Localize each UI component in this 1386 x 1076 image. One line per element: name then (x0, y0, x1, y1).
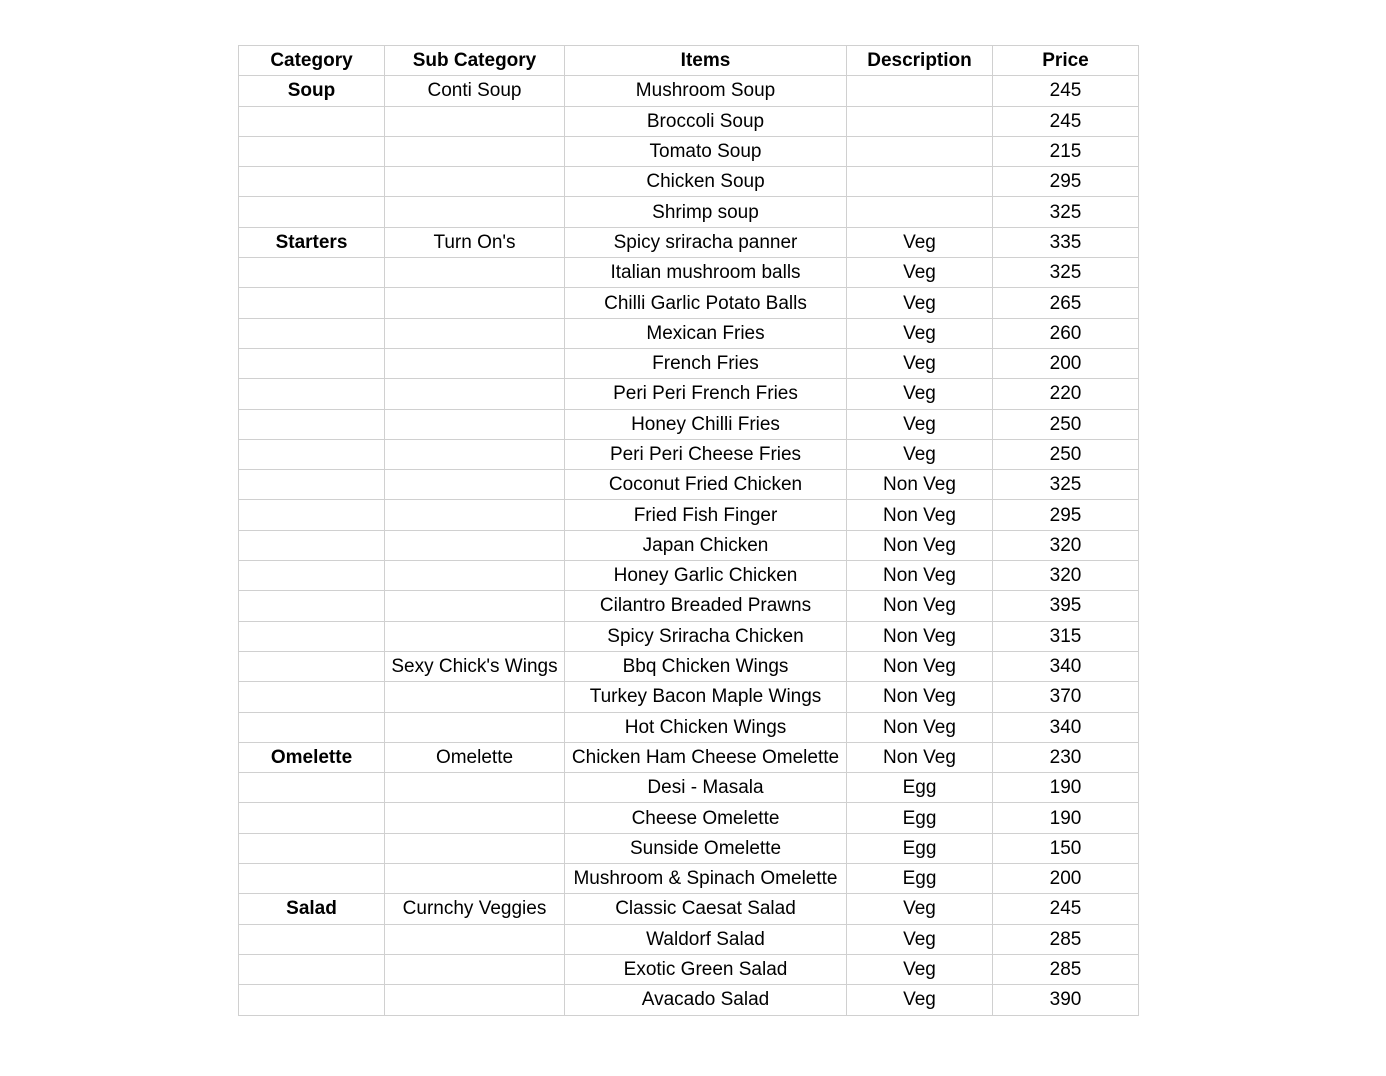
table-row (239, 924, 1139, 954)
price-cell: 200 (993, 864, 1139, 894)
sub-category-cell: Curnchy Veggies (385, 894, 565, 924)
price-cell: 190 (993, 773, 1139, 803)
item-cell: Coconut Fried Chicken (565, 470, 847, 500)
item-cell: Italian mushroom balls (565, 258, 847, 288)
sub-category-cell (385, 803, 565, 833)
description-cell: Veg (847, 924, 993, 954)
column-header-category: Category (239, 46, 385, 76)
description-cell: Veg (847, 954, 993, 984)
sub-category-cell (385, 167, 565, 197)
sub-category-cell: Sexy Chick's Wings (385, 651, 565, 681)
description-cell (847, 197, 993, 227)
category-cell (239, 288, 385, 318)
price-cell: 340 (993, 651, 1139, 681)
table-row (239, 773, 1139, 803)
category-cell (239, 864, 385, 894)
category-cell (239, 439, 385, 469)
sub-category-cell: Turn On's (385, 227, 565, 257)
description-cell: Veg (847, 379, 993, 409)
category-cell (239, 348, 385, 378)
sub-category-cell (385, 773, 565, 803)
sub-category-cell: Conti Soup (385, 76, 565, 106)
description-cell: Non Veg (847, 561, 993, 591)
item-cell: Broccoli Soup (565, 106, 847, 136)
description-cell: Non Veg (847, 591, 993, 621)
sub-category-cell (385, 258, 565, 288)
description-cell: Egg (847, 833, 993, 863)
table-row (239, 288, 1139, 318)
table-row (239, 561, 1139, 591)
sub-category-cell (385, 682, 565, 712)
item-cell: Mexican Fries (565, 318, 847, 348)
item-cell: Spicy Sriracha Chicken (565, 621, 847, 651)
table-row (239, 712, 1139, 742)
header-row (239, 46, 1139, 76)
sub-category-cell (385, 197, 565, 227)
sub-category-cell (385, 864, 565, 894)
category-cell (239, 833, 385, 863)
item-cell: Honey Garlic Chicken (565, 561, 847, 591)
sub-category-cell (385, 833, 565, 863)
sub-category-cell (385, 591, 565, 621)
table-header (239, 46, 1139, 76)
table-row (239, 985, 1139, 1015)
table-row (239, 500, 1139, 530)
category-cell (239, 651, 385, 681)
category-cell (239, 561, 385, 591)
price-cell: 265 (993, 288, 1139, 318)
sub-category-cell (385, 712, 565, 742)
description-cell: Veg (847, 227, 993, 257)
sub-category-cell (385, 379, 565, 409)
table-row (239, 591, 1139, 621)
description-cell: Non Veg (847, 742, 993, 772)
description-cell (847, 76, 993, 106)
table-row (239, 530, 1139, 560)
description-cell: Veg (847, 318, 993, 348)
price-cell: 325 (993, 197, 1139, 227)
price-cell: 230 (993, 742, 1139, 772)
table-row (239, 621, 1139, 651)
column-header-item: Items (565, 46, 847, 76)
item-cell: Shrimp soup (565, 197, 847, 227)
sub-category-cell (385, 470, 565, 500)
table-row (239, 136, 1139, 166)
sub-category-cell (385, 954, 565, 984)
price-cell: 340 (993, 712, 1139, 742)
sub-category-cell: Omelette (385, 742, 565, 772)
category-cell (239, 470, 385, 500)
price-cell: 325 (993, 258, 1139, 288)
description-cell: Non Veg (847, 500, 993, 530)
category-cell (239, 106, 385, 136)
sub-category-cell (385, 106, 565, 136)
price-cell: 370 (993, 682, 1139, 712)
table-row (239, 803, 1139, 833)
sub-category-cell (385, 530, 565, 560)
sub-category-cell (385, 136, 565, 166)
sub-category-cell (385, 439, 565, 469)
item-cell: Cilantro Breaded Prawns (565, 591, 847, 621)
category-cell (239, 773, 385, 803)
table-row (239, 833, 1139, 863)
item-cell: Hot Chicken Wings (565, 712, 847, 742)
table-row (239, 864, 1139, 894)
table-row (239, 742, 1139, 772)
category-cell (239, 591, 385, 621)
sub-category-cell (385, 621, 565, 651)
price-cell: 285 (993, 924, 1139, 954)
table-row (239, 379, 1139, 409)
description-cell: Veg (847, 288, 993, 318)
sub-category-cell (385, 348, 565, 378)
item-cell: Bbq Chicken Wings (565, 651, 847, 681)
sub-category-cell (385, 924, 565, 954)
description-cell: Veg (847, 894, 993, 924)
item-cell: Exotic Green Salad (565, 954, 847, 984)
item-cell: Waldorf Salad (565, 924, 847, 954)
table-body (239, 76, 1139, 1015)
category-cell: Omelette (239, 742, 385, 772)
category-cell (239, 682, 385, 712)
description-cell: Non Veg (847, 712, 993, 742)
item-cell: Honey Chilli Fries (565, 409, 847, 439)
category-cell (239, 136, 385, 166)
item-cell: Classic Caesat Salad (565, 894, 847, 924)
price-cell: 250 (993, 409, 1139, 439)
price-cell: 390 (993, 985, 1139, 1015)
sub-category-cell (385, 288, 565, 318)
description-cell: Veg (847, 258, 993, 288)
item-cell: Tomato Soup (565, 136, 847, 166)
item-cell: Sunside Omelette (565, 833, 847, 863)
column-header-sub-category: Sub Category (385, 46, 565, 76)
price-cell: 150 (993, 833, 1139, 863)
table-row (239, 894, 1139, 924)
item-cell: Fried Fish Finger (565, 500, 847, 530)
category-cell (239, 924, 385, 954)
description-cell: Egg (847, 864, 993, 894)
sub-category-cell (385, 561, 565, 591)
price-cell: 190 (993, 803, 1139, 833)
category-cell (239, 530, 385, 560)
description-cell: Egg (847, 773, 993, 803)
price-cell: 245 (993, 894, 1139, 924)
item-cell: Mushroom & Spinach Omelette (565, 864, 847, 894)
item-cell: Peri Peri French Fries (565, 379, 847, 409)
price-cell: 245 (993, 76, 1139, 106)
table-row (239, 439, 1139, 469)
sub-category-cell (385, 318, 565, 348)
price-cell: 220 (993, 379, 1139, 409)
price-cell: 250 (993, 439, 1139, 469)
description-cell: Veg (847, 985, 993, 1015)
price-cell: 245 (993, 106, 1139, 136)
price-cell: 295 (993, 167, 1139, 197)
item-cell: Turkey Bacon Maple Wings (565, 682, 847, 712)
category-cell: Soup (239, 76, 385, 106)
description-cell (847, 106, 993, 136)
item-cell: Japan Chicken (565, 530, 847, 560)
category-cell (239, 712, 385, 742)
item-cell: Mushroom Soup (565, 76, 847, 106)
description-cell: Egg (847, 803, 993, 833)
category-cell (239, 379, 385, 409)
table-row (239, 651, 1139, 681)
category-cell (239, 318, 385, 348)
description-cell: Non Veg (847, 470, 993, 500)
category-cell (239, 197, 385, 227)
price-cell: 315 (993, 621, 1139, 651)
category-cell: Starters (239, 227, 385, 257)
table-row (239, 954, 1139, 984)
item-cell: Desi - Masala (565, 773, 847, 803)
item-cell: Cheese Omelette (565, 803, 847, 833)
description-cell: Veg (847, 439, 993, 469)
item-cell: Avacado Salad (565, 985, 847, 1015)
price-cell: 325 (993, 470, 1139, 500)
sub-category-cell (385, 500, 565, 530)
category-cell (239, 409, 385, 439)
description-cell: Veg (847, 409, 993, 439)
price-cell: 285 (993, 954, 1139, 984)
table-row (239, 76, 1139, 106)
column-header-description: Description (847, 46, 993, 76)
table-row (239, 682, 1139, 712)
description-cell: Veg (847, 348, 993, 378)
price-cell: 295 (993, 500, 1139, 530)
table-row (239, 318, 1139, 348)
category-cell: Salad (239, 894, 385, 924)
price-cell: 200 (993, 348, 1139, 378)
column-header-price: Price (993, 46, 1139, 76)
sub-category-cell (385, 409, 565, 439)
item-cell: French Fries (565, 348, 847, 378)
menu-table (238, 45, 1139, 1016)
category-cell (239, 167, 385, 197)
price-cell: 320 (993, 530, 1139, 560)
table-row (239, 167, 1139, 197)
item-cell: Chicken Ham Cheese Omelette (565, 742, 847, 772)
table-row (239, 227, 1139, 257)
price-cell: 335 (993, 227, 1139, 257)
description-cell: Non Veg (847, 530, 993, 560)
table-row (239, 409, 1139, 439)
item-cell: Chicken Soup (565, 167, 847, 197)
table-row (239, 470, 1139, 500)
table-row (239, 348, 1139, 378)
category-cell (239, 985, 385, 1015)
price-cell: 260 (993, 318, 1139, 348)
description-cell (847, 136, 993, 166)
table-row (239, 197, 1139, 227)
category-cell (239, 258, 385, 288)
description-cell: Non Veg (847, 621, 993, 651)
price-cell: 395 (993, 591, 1139, 621)
price-cell: 320 (993, 561, 1139, 591)
table-row (239, 258, 1139, 288)
sub-category-cell (385, 985, 565, 1015)
category-cell (239, 621, 385, 651)
item-cell: Peri Peri Cheese Fries (565, 439, 847, 469)
description-cell: Non Veg (847, 682, 993, 712)
price-cell: 215 (993, 136, 1139, 166)
item-cell: Spicy sriracha panner (565, 227, 847, 257)
description-cell (847, 167, 993, 197)
category-cell (239, 500, 385, 530)
table-row (239, 106, 1139, 136)
category-cell (239, 954, 385, 984)
description-cell: Non Veg (847, 651, 993, 681)
category-cell (239, 803, 385, 833)
item-cell: Chilli Garlic Potato Balls (565, 288, 847, 318)
